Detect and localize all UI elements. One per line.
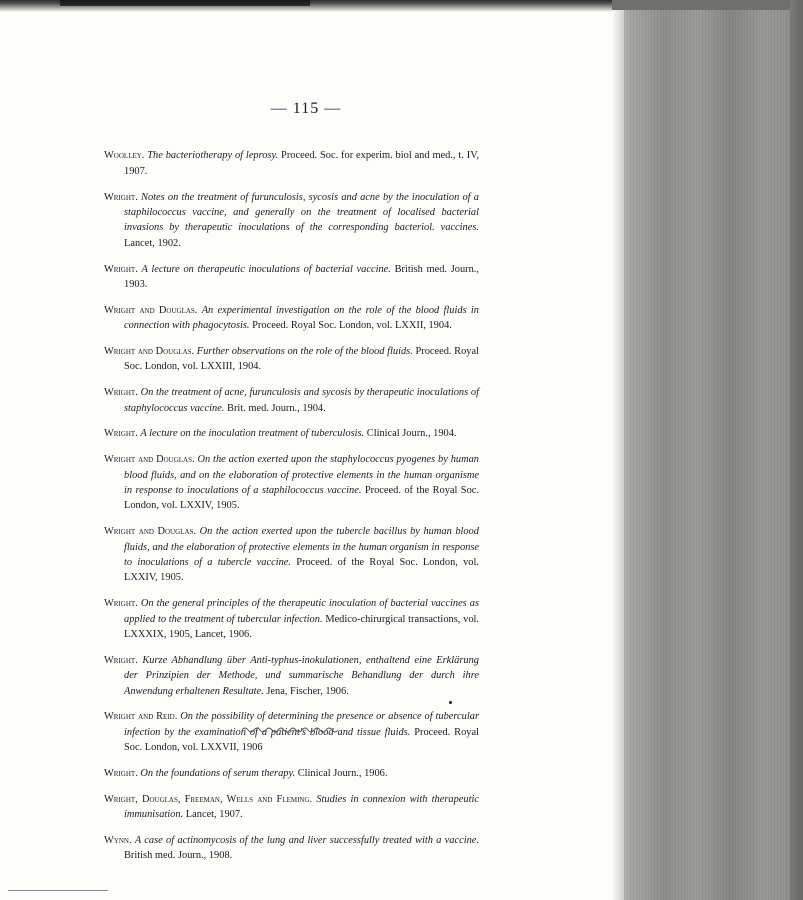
reference-author: Wright. xyxy=(104,654,138,666)
reference-entry xyxy=(104,262,479,293)
reference-entry xyxy=(104,452,479,514)
reference-author: Wright, Douglas, Freeman, Wells and Fleming. xyxy=(104,793,313,805)
top-scan-shadow-dark xyxy=(60,0,310,6)
reference-source: Clinical Journ., 1906. xyxy=(297,768,388,780)
reference-source: Proceed. Soc. for experim. biol and med., t. IV, 1907. xyxy=(124,150,479,177)
reference-title: A lecture on therapeutic inoculations of bacterial vaccine. xyxy=(141,263,391,275)
reference-source: Lancet, 1907. xyxy=(185,809,243,821)
reference-title: On the action exerted upon the staphylococcus pyogenes by human blood fluids, and on the elaboration of protective elements in the human organisme in response to inoculations of a staphilococcus vaccine. xyxy=(124,454,479,497)
reference-author: Wynn. xyxy=(104,835,132,847)
reference-author: Wright. xyxy=(104,428,138,440)
reference-title: On the action exerted upon the tubercle bacillus by human blood fluids, and the elaboration of protective elements in the human organism in response to inoculations of a tubercle vaccine. xyxy=(124,526,479,569)
scan-artifact xyxy=(0,880,130,900)
reference-author: Wright. xyxy=(104,387,138,399)
reference-source: Proceed. Royal Soc. London, vol. LXXII, 1904. xyxy=(252,320,452,332)
reference-title: On the general principles of the therapeutic inoculation of bacterial vaccines as applied to the treatment of tubercular infection. xyxy=(124,598,479,625)
reference-title: Studies in connexion with therapeutic immunisation. xyxy=(124,793,479,821)
reference-author: Wright and Reid. xyxy=(104,711,178,723)
reference-author: Wright and Douglas. xyxy=(104,454,195,466)
reference-title: On the foundations of serum therapy. xyxy=(140,768,296,780)
reference-entry xyxy=(104,653,479,699)
reference-author: Wright. xyxy=(104,768,138,780)
reference-title: On the possibility of determining the presence or absence of tubercular infection by the examination of a patient's blood and tissue fluids. xyxy=(124,711,479,738)
reference-source: British med. Journ., 1903. xyxy=(124,263,479,291)
reference-author: Wright. xyxy=(104,598,138,610)
reference-author: Wright. xyxy=(104,191,138,203)
reference-title: The bacteriotherapy of leprosy. xyxy=(147,150,279,162)
book-page-edges xyxy=(612,0,803,900)
reference-source: Proceed. Royal Soc. London, vol. LXXVII, 1906 xyxy=(124,726,479,754)
reference-source: Jena, Fischer, 1906. xyxy=(266,685,349,697)
reference-source: Proceed. Royal Soc. London, vol. LXXIII, 1904. xyxy=(124,346,479,373)
reference-entry xyxy=(104,596,479,642)
reference-entry xyxy=(104,190,479,252)
page-number: — 115 — xyxy=(270,100,342,117)
reference-list xyxy=(104,138,479,867)
reference-source: Clinical Journ., 1904. xyxy=(366,428,457,440)
reference-title: An experimental investigation on the role of the blood fluids in connection with phagocytosis. xyxy=(124,304,479,332)
book-edge-top-shadow xyxy=(612,0,803,10)
reference-entry xyxy=(104,303,479,334)
reference-entry xyxy=(104,833,479,864)
reference-author: Wright and Douglas. xyxy=(104,304,198,316)
reference-source: Brit. med. Journ., 1904. xyxy=(227,402,326,414)
book-edge-right xyxy=(790,0,803,900)
closing-ornament xyxy=(242,726,338,734)
reference-source: Proceed. of the Royal Soc. London, vol. LXXIV, 1905. xyxy=(124,557,479,584)
reference-source: Proceed. of the Royal Soc. London, vol. LXXIV, 1905. xyxy=(124,485,479,512)
reference-entry xyxy=(104,792,479,823)
reference-title: Further observations on the role of the blood fluids. xyxy=(196,346,413,358)
reference-author: Woolley. xyxy=(104,150,145,162)
reference-author: Wright and Douglas. xyxy=(104,526,196,538)
reference-author: Wright and Douglas. xyxy=(104,346,195,358)
ink-speck xyxy=(449,701,452,704)
reference-entry xyxy=(104,766,479,781)
reference-entry xyxy=(104,524,479,586)
reference-entry xyxy=(104,385,479,416)
reference-title: Notes on the treatment of furunculosis, sycosis and acne by the inoculation of a staphilococcus vaccine, and generally on the treatment of localised bacterial invasions by therapeutic inoculations of the corresponding bacteriol. vaccines. xyxy=(124,191,479,234)
reference-author: Wright. xyxy=(104,263,138,275)
reference-entry xyxy=(104,426,479,441)
reference-source: Medico-chirurgical transactions, vol. LXXXIX, 1905, Lancet, 1906. xyxy=(124,613,479,641)
reference-entry xyxy=(104,344,479,375)
reference-title: Kurze Abhandlung über Anti-typhus-inokulationen, enthaltend eine Erklärung der Prinzipien der Methode, und summarische Behandlung der durch ihre Anwendung erhaltenen Resultate. xyxy=(124,654,479,697)
reference-source: Lancet, 1902. xyxy=(124,237,181,249)
reference-title: On the treatment of acne, furunculosis and sycosis by therapeutic inoculations of staphylococcus vaccine. xyxy=(124,387,479,414)
reference-source: British med. Journ., 1908. xyxy=(124,850,233,862)
reference-title: A lecture on the inoculation treatment of tuberculosis. xyxy=(140,428,365,440)
reference-title: A case of actinomycosis of the lung and liver successfully treated with a vaccine. xyxy=(134,835,479,847)
reference-entry xyxy=(104,148,479,179)
